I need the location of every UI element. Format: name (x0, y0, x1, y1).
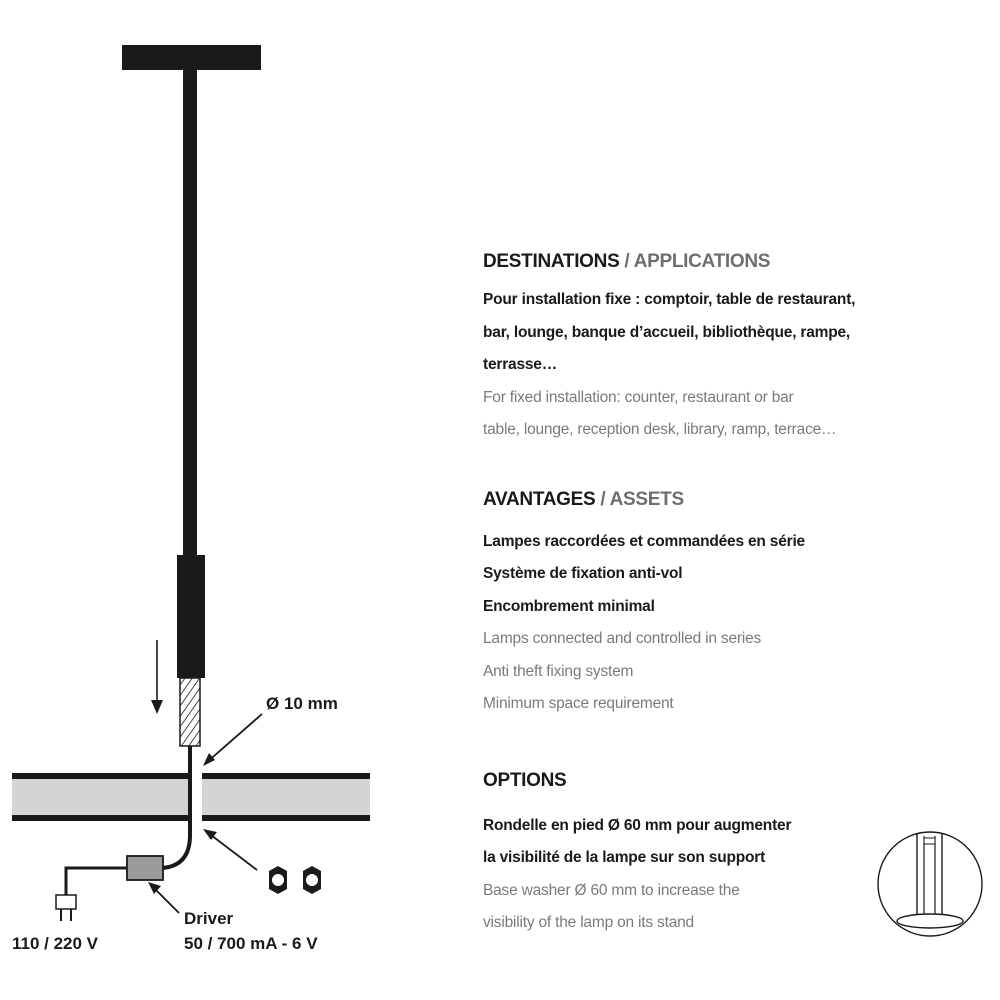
text-line-en: Lamps connected and controlled in series (483, 630, 762, 647)
section-title (483, 248, 923, 276)
insertion-arrow (151, 640, 163, 714)
text-line-fr: terrasse… (483, 356, 558, 373)
text-line-fr: la visibilité de la lampe sur son support (483, 849, 766, 866)
text-line-en: For fixed installation: counter, restaurant or bar (483, 388, 794, 406)
lamp-head (122, 45, 261, 70)
section-title (483, 486, 923, 514)
product-info-panel (483, 248, 923, 940)
lamp-stem (183, 68, 197, 558)
section-title-fr: DESTINATIONS (483, 251, 620, 272)
section-title-fr: OPTIONS (483, 769, 567, 791)
threaded-rod (180, 678, 200, 746)
section-title-en: APPLICATIONS (633, 251, 771, 272)
text-line-fr: Lampes raccordées et commandées en série (483, 532, 805, 550)
nuts-icon (269, 866, 321, 894)
section-title-en: ASSETS (609, 488, 684, 510)
text-line-en: table, lounge, reception desk, library, ramp, terrace… (483, 421, 837, 438)
text-line-fr: Pour installation fixe : comptoir, table de restaurant, (483, 291, 856, 308)
driver-box (127, 856, 163, 880)
plug-icon (56, 895, 76, 921)
driver-label: Driver (184, 909, 234, 928)
section-assets (483, 486, 923, 721)
section-title (483, 767, 923, 795)
text-line-fr: Encombrement minimal (483, 597, 655, 615)
nuts-leader-arrow (203, 829, 257, 870)
section-destinations (483, 248, 923, 447)
diameter-label: Ø 10 mm (266, 694, 338, 713)
driver-spec-label: 50 / 700 mA - 6 V (184, 934, 318, 953)
driver-leader-arrow (148, 882, 179, 913)
diameter-leader-arrow (203, 714, 262, 766)
text-line-en: Base washer Ø 60 mm to increase the (483, 881, 740, 899)
section-title-fr: AVANTAGES (483, 488, 596, 510)
text-line-en: Minimum space requirement (483, 695, 674, 712)
voltage-label: 110 / 220 V (12, 934, 99, 953)
text-line-fr: bar, lounge, banque d’accueil, bibliothèque, rampe, (483, 323, 851, 341)
power-cable (66, 868, 127, 895)
text-line-fr: Rondelle en pied Ø 60 mm pour augmenter (483, 816, 792, 834)
text-line-en: visibility of the lamp on its stand (483, 914, 694, 931)
section-title-separator: / (595, 488, 610, 510)
text-line-fr: Système de fixation anti-vol (483, 565, 683, 582)
text-line-en: Anti theft fixing system (483, 662, 634, 680)
lamp-foot (177, 555, 205, 678)
section-options (483, 767, 923, 940)
section-title-separator: / (619, 251, 634, 272)
